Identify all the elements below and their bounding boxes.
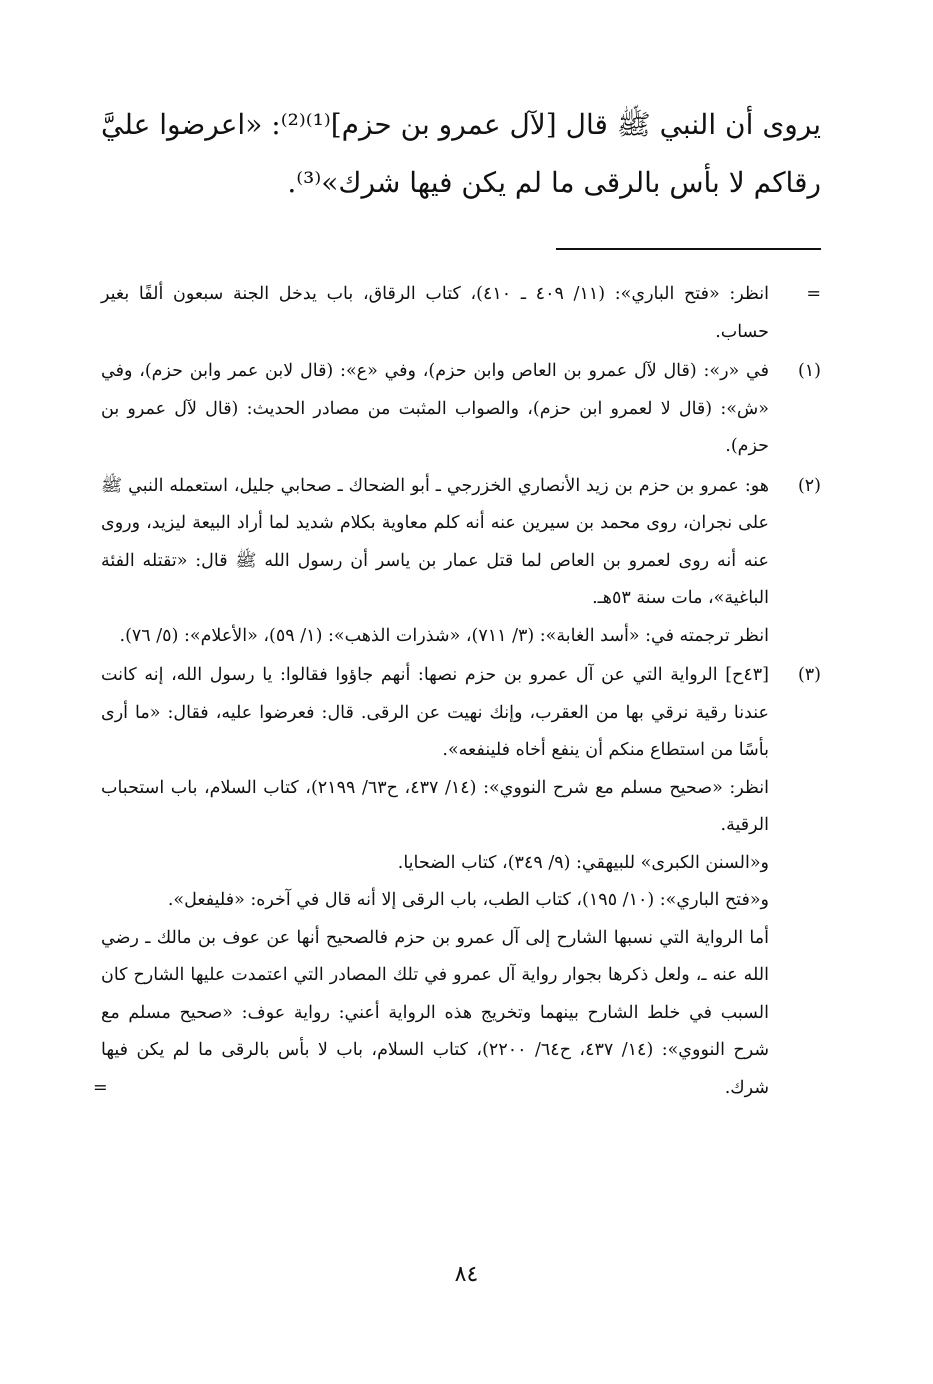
footnote-line: أما الرواية التي نسبها الشارح إلى آل عمرو بن حزم فالصحيح أنها عن عوف بن مالك ـ رضي الله عنه ـ، ولعل ذكرها بجوار رواية آل عمرو في تلك المصادر التي اعتمدت عليها الشارح كان السبب في خلط الشارح بينهما وتخريج هذه الرواية أعني: رواية عوف: «صحيح مسلم مع شرح النووي»: (١٤/ ٤٣٧، ح٦٤/ ٢٢٠٠)، كتاب السلام، باب لا بأس بالرقى ما لم يكن فيها شرك. [101, 927, 770, 1098]
footnote-line: في «ر»: (قال لآل عمرو بن العاص وابن حزم)، وفي «ع»: (قال لابن عمر وابن حزم)، وفي «ش»: (قال لا لعمرو ابن حزم)، والصواب المثبت من مصادر الحديث: (قال لآل عمرو بن حزم). [101, 361, 769, 456]
footnote-line: و«السنن الكبرى» للبيهقي: (٩/ ٣٤٩)، كتاب الضحايا. [397, 852, 769, 873]
footnote-line: و«فتح الباري»: (١٠/ ١٩٥)، كتاب الطب، باب الرقى إلا أنه قال في آخره: «فليفعل». [167, 890, 769, 910]
footnote-3 [93, 657, 821, 1107]
main-paragraph: يروى أن النبي ﷺ قال [لآل عمرو بن حزم]⁽¹⁾⁽²⁾: «اعرضوا عليَّ رقاكم لا بأس بالرقى ما لم يكن فيها شرك»⁽³⁾. [101, 108, 821, 199]
footnote-separator-rule [556, 248, 821, 250]
footnote-line: هو: عمرو بن حزم بن زيد الأنصاري الخزرجي ـ أبو الضحاك ـ صحابي جليل، استعمله النبي ﷺ على نجران، روى محمد بن سيرين عنه أنه كلم معاوية بكلام شديد لما أراد البيعة ليزيد، وروى عنه أنه روى لعمرو بن العاص لما قتل عمار بن ياسر أن رسول الله ﷺ قال: «تقتله الفئة الباغية»، مات سنة ٥٣هـ. [101, 475, 769, 608]
footnote-mark: = [806, 284, 821, 304]
footnote-mark: (١) [797, 361, 821, 381]
footnote-2 [101, 468, 821, 656]
footnote-continuation [101, 276, 821, 351]
footnote-line: انظر ترجمته في: «أسد الغابة»: (٣/ ٧١١)، «شذرات الذهب»: (١/ ٥٩)، «الأعلام»: (٥/ ٧٦). [119, 625, 769, 646]
main-text-block [101, 96, 821, 212]
footnote-1 [101, 353, 821, 466]
footnote-line: [٤٣ح] الرواية التي عن آل عمرو بن حزم نصها: أنهم جاؤوا فقالوا: يا رسول الله، إنه كانت عندنا رقية نرقي بها من العقرب، وإنك نهيت عن الرقى. قال: فعرضوا عليه، فقال: «ما أرى بأسًا من استطاع منكم أن ينفع أخاه فلينفعه». [101, 665, 769, 760]
footnote-continuation-mark: = [93, 1077, 108, 1098]
footnote-line: انظر: «صحيح مسلم مع شرح النووي»: (١٤/ ٤٣٧، ح٦٣/ ٢١٩٩)، كتاب السلام، باب استحباب الرقية. [101, 777, 769, 835]
footnote-line: انظر: «فتح الباري»: (١١/ ٤٠٩ ـ ٤١٠)، كتاب الرقاق، باب يدخل الجنة سبعون ألفًا بغير حساب. [101, 284, 769, 342]
footnotes-section [93, 276, 821, 1109]
footnote-mark: (٣) [797, 665, 821, 685]
page-number: ٨٤ [454, 1262, 479, 1287]
footnote-mark: (٢) [797, 475, 821, 496]
